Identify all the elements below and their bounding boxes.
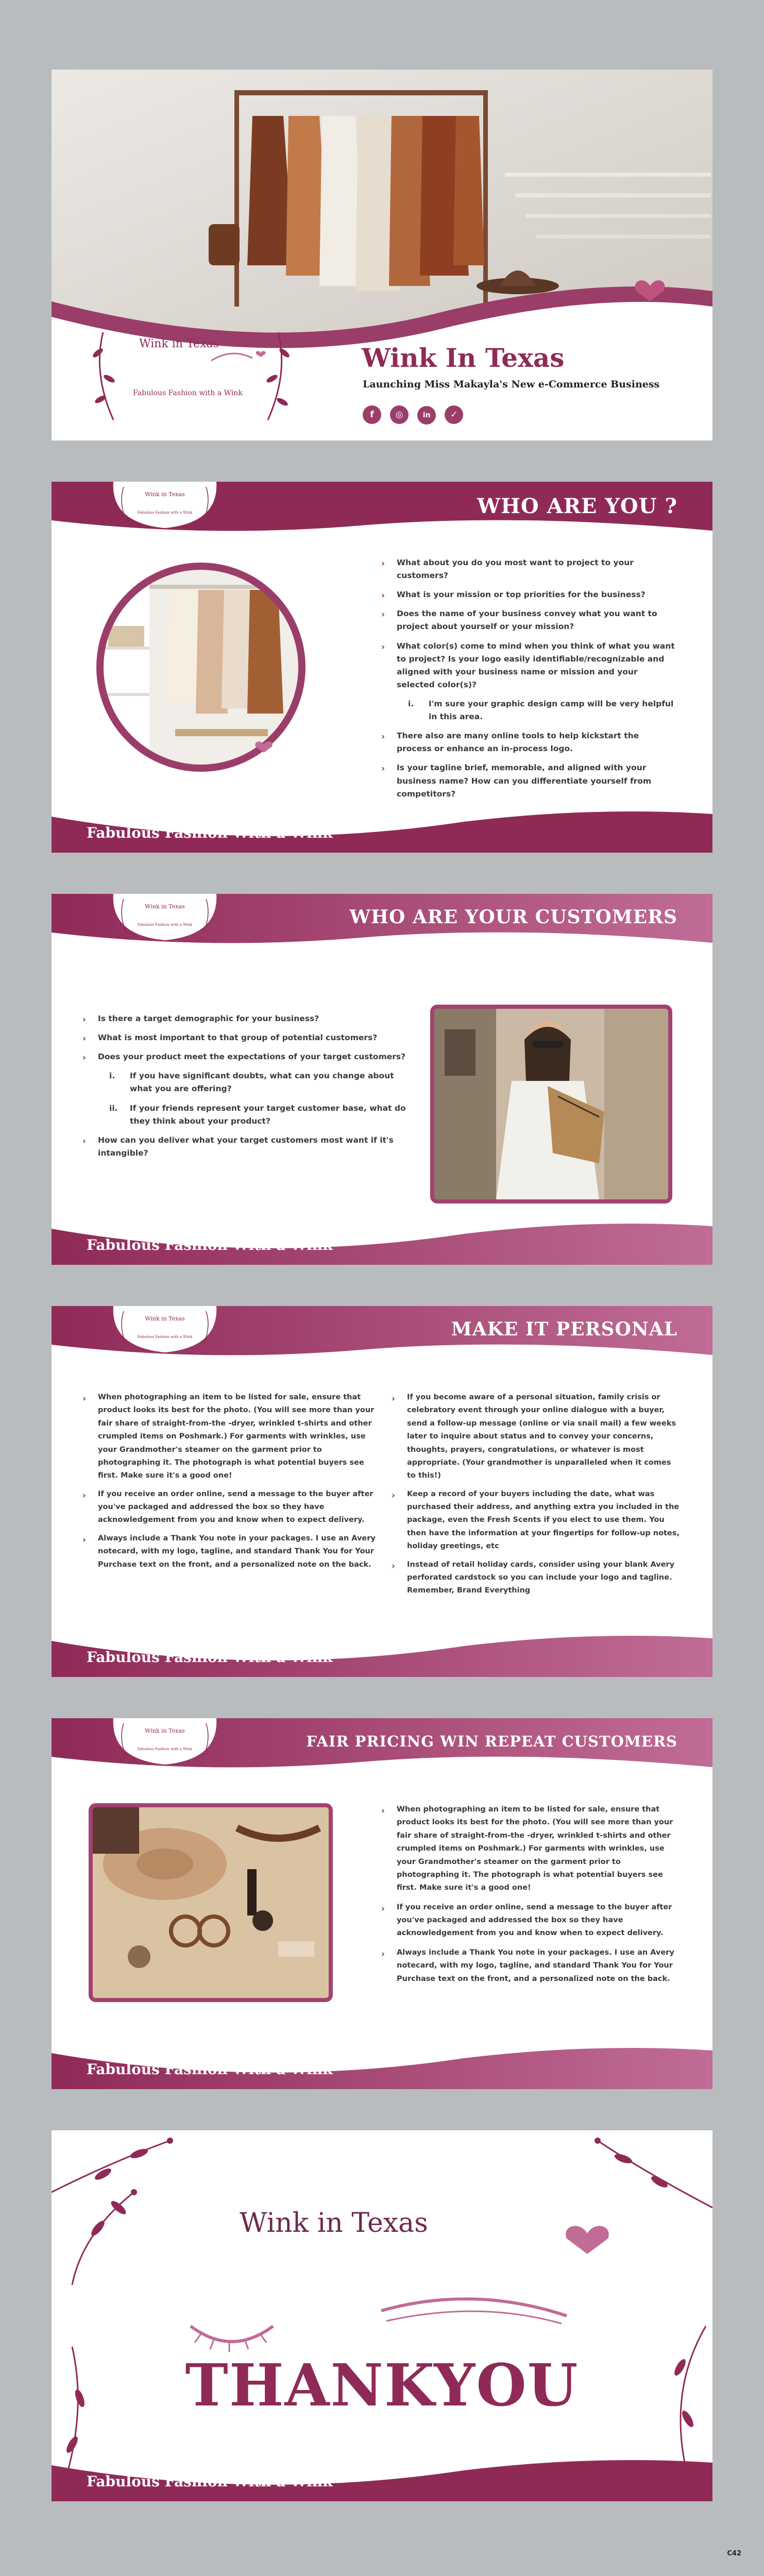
- list-subitem: i. I'm sure your graphic design camp will be very helpful in this area.: [408, 699, 674, 722]
- list-item: › Is there a target demographic for your business?: [82, 1014, 319, 1025]
- list-item: › What about you do you most want to project to your customers?: [381, 558, 634, 581]
- svg-text:Wink in Texas: Wink in Texas: [145, 491, 185, 498]
- slide-title: FAIR PRICING WIN REPEAT CUSTOMERS: [306, 1733, 677, 1750]
- thank-you-heading: THANKYOU: [185, 2352, 579, 2419]
- brand-logo: [82, 317, 299, 430]
- list-item: › There also are many online tools to help kickstart the process or enhance an in-process logo.: [381, 731, 639, 754]
- list-item: › What color(s) come to mind when you think of what you want to project? Is your logo easily identifiable/recognizable and aligned with your business name or mission and your selected color(s)?: [381, 641, 675, 689]
- list-item: › When photographing an item to be listed for sale, ensure that product looks its best for the photo. (You will see more than your fair share of straight-from-the -dryer, wrinkled t-shirts and other crumpled items on Poshmark.) For garments with wrinkles, use your Grandmother's steamer on the garment prior to photographing it. The photograph is what potential buyers see first. Make sure it's a good one!: [381, 1805, 673, 1892]
- question-list: [381, 556, 675, 807]
- list-item: › Does the name of your business convey what you want to project about yourself or your mission?: [381, 609, 657, 632]
- cover-subtitle: Launching Miss Makayla's New e-Commerce Business: [363, 379, 660, 390]
- slide-customers: [52, 894, 712, 1265]
- list-subitem: i. If you have significant doubts, what can you change about what you are offering?: [109, 1071, 394, 1094]
- footer-wave: [52, 2022, 712, 2089]
- svg-text:Fabulous Fashion with a Wink: Fabulous Fashion with a Wink: [137, 923, 193, 927]
- list-item: › What is your mission or top priorities for the business?: [381, 590, 646, 601]
- list-item: › If you become aware of a personal situation, family crisis or celebratory event through your online dialogue with a buyer, send a follow-up message (online or via snail mail) a few weeks later to inquire about status and to convey your concerns, thoughts, prayers, congratulations, or whatever is most appropriate. (Your grandmother is unparalleled when it comes to this!): [392, 1393, 676, 1480]
- slide-who-are-you: [52, 482, 712, 853]
- list-item: › Instead of retail holiday cards, consider using your blank Avery perforated cardstock so you can include your logo and tagline. Remember, Brand Everything: [392, 1560, 675, 1595]
- list-subitem: ii. If your friends represent your target customer base, what do they think about your product?: [109, 1103, 406, 1126]
- svg-text:Wink in Texas: Wink in Texas: [145, 1727, 185, 1734]
- tips-list-left: [82, 1391, 381, 1577]
- footer-wave: [52, 1198, 712, 1265]
- svg-text:Wink in Texas: Wink in Texas: [145, 1315, 185, 1322]
- linkedin-icon[interactable]: in: [417, 406, 436, 425]
- list-item: › If you receive an order online, send a message to the buyer after you've packaged and addressed the box so they have acknowledgement from you and know when to expect delivery.: [82, 1489, 373, 1524]
- svg-text:Fabulous Fashion with a Wink: Fabulous Fashion with a Wink: [137, 1747, 193, 1751]
- footer-tagline: Fabulous Fashion With a Wink: [87, 2061, 333, 2078]
- mini-logo-badge: [108, 1718, 222, 1780]
- list-item: › What is most important to that group of potential customers?: [82, 1033, 378, 1044]
- question-list: [82, 1012, 412, 1166]
- list-item: › Always include a Thank You note in your packages. I use an Avery notecard, with my logo, tagline, and standard Thank You for Your Purchase text on the front, and a personalized note on the back.: [381, 1948, 674, 1983]
- list-item: › If you receive an order online, send a message to the buyer after you've packaged and addressed the box so they have acknowledgement from you and know when to expect delivery.: [381, 1903, 672, 1938]
- svg-text:Wink in Texas: Wink in Texas: [145, 903, 185, 910]
- logo-brand-text: Wink in Texas: [139, 337, 219, 350]
- footer-wave: [52, 2434, 712, 2501]
- list-item: › Is your tagline brief, memorable, and aligned with your business name? How can you differentiate yourself from competitors?: [381, 763, 652, 799]
- floral-frame-icon: [82, 317, 299, 430]
- facebook-icon[interactable]: f: [363, 405, 381, 424]
- footer-tagline: Fabulous Fashion With a Wink: [87, 824, 333, 841]
- page-number: C42: [727, 2550, 741, 2557]
- mini-logo-badge: [108, 894, 222, 956]
- list-item: › How can you deliver what your target customers most want if it's intangible?: [82, 1135, 394, 1158]
- slide-thank-you: [52, 2130, 712, 2501]
- slide-title: MAKE IT PERSONAL: [451, 1318, 677, 1340]
- slide-fair-pricing: [52, 1718, 712, 2089]
- accessories-photo: [89, 1803, 333, 2002]
- tips-list-right: [392, 1391, 680, 1603]
- footer-tagline: Fabulous Fashion With a Wink: [87, 1236, 333, 1253]
- list-item: › Keep a record of your buyers including the date, what was purchased their address, and anything extra you included in the package, even the Fresh Scents if you elect to use them. You then have the information at your fingertips for follow-up notes, holiday greetings, etc: [392, 1489, 680, 1551]
- svg-text:Fabulous Fashion with a Wink: Fabulous Fashion with a Wink: [137, 511, 193, 515]
- footer-wave: [52, 1610, 712, 1677]
- cover-title: Wink In Texas: [362, 343, 565, 373]
- slide-title: WHO ARE YOUR CUSTOMERS: [349, 906, 677, 928]
- list-item: › When photographing an item to be listed for sale, ensure that product looks its best for the photo. (You will see more than your fair share of straight-from-the -dryer, wrinkled t-shirts and other crumpled items on Poshmark.) For garments with wrinkles, use your Grandmother's steamer on the garment prior to photographing it. The photograph is what potential buyers see first. Make sure it's a good one!: [82, 1393, 375, 1480]
- mini-logo-badge: [108, 1306, 222, 1368]
- mini-logo-badge: [108, 482, 222, 544]
- list-item: › Does your product meet the expectations of your target customers?: [82, 1052, 406, 1063]
- tips-list: [381, 1803, 680, 1992]
- footer-tagline: Fabulous Fashion With a Wink: [87, 2473, 333, 2490]
- logo-tagline: Fabulous Fashion with a Wink: [133, 389, 243, 397]
- twitter-icon[interactable]: ✓: [445, 405, 463, 424]
- woman-photo: [430, 1005, 672, 1204]
- slide-cover: [52, 70, 712, 440]
- slide-make-it-personal: [52, 1306, 712, 1677]
- footer-tagline: Fabulous Fashion With a Wink: [87, 1649, 333, 1666]
- svg-text:Fabulous Fashion with a Wink: Fabulous Fashion with a Wink: [137, 1335, 193, 1339]
- brand-name: Wink in Texas: [240, 2208, 428, 2239]
- instagram-icon[interactable]: ◎: [390, 405, 409, 424]
- footer-wave: [52, 786, 712, 853]
- closet-photo: [93, 559, 309, 775]
- social-icons: [363, 405, 469, 425]
- list-item: › Always include a Thank You note in your packages. I use an Avery notecard, with my logo, tagline, and standard Thank You for Your Purchase text on the front, and a personalized note on the back.: [82, 1534, 376, 1569]
- slide-title: WHO ARE YOU ?: [477, 494, 677, 518]
